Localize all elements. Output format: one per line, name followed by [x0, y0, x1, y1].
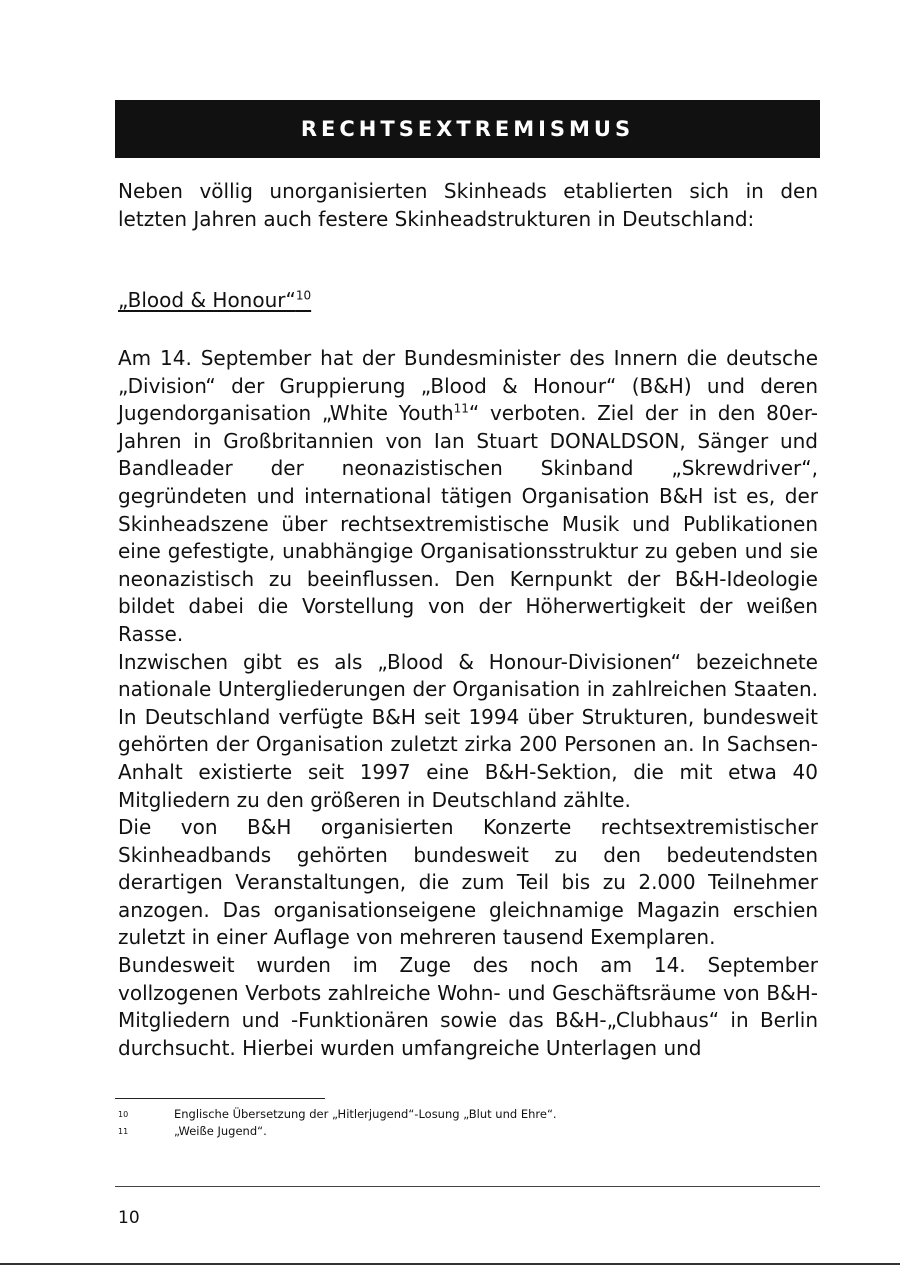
section-header-title: RECHTSEXTREMISMUS: [300, 117, 635, 141]
footnote-text: „Weiße Jugend“.: [174, 1124, 267, 1138]
body-text: [118, 345, 818, 1062]
intro-block: [118, 178, 818, 233]
intro-paragraph: Neben völlig unorganisierten Skinheads etablierten sich in den letzten Jahren auch festere Skinheadstrukturen in Deutschland:: [118, 179, 818, 231]
footnote-item: [118, 1123, 818, 1140]
footnotes: [118, 1106, 818, 1140]
footnote-ref-10: 10: [295, 288, 312, 303]
footnote-text: Englische Übersetzung der „Hitlerjugend“-Losung „Blut und Ehre“.: [174, 1107, 557, 1121]
paragraph-3: Die von B&H organisierten Konzerte rechtsextremistischer Skinheadbands gehörten bundesweit zu den bedeutendsten derartigen Veranstaltungen, die zum Teil bis zu 2.000 Teilnehmer anzogen. Das organisationseigene gleichnamige Magazin erschien zuletzt in einer Auflage von mehreren tausend Exemplaren.: [118, 815, 818, 950]
paragraph-1: [118, 345, 818, 649]
paragraph-1-part-a: Am 14. September hat der Bundesminister des Innern die deutsche „Division“ der Gruppierung „Blood & Honour“ (B&H) und deren Jugendorganisation „White Youth: [118, 346, 818, 426]
paragraph-4: Bundesweit wurden im Zuge des noch am 14. September vollzogenen Verbots zahlreiche Wohn- und Geschäftsräume von B&H-Mitgliedern und -Funktionären sowie das B&H-„Clubhaus“ in Berlin durchsucht. Hierbei wurden umfangreiche Unterlagen und: [118, 953, 818, 1060]
page-bottom-divider: [115, 1186, 820, 1187]
scan-edge-line: [0, 1263, 900, 1265]
footnote-number: 11: [118, 1127, 129, 1136]
section-header-bar: [115, 100, 820, 158]
footnote-ref-11: 11: [453, 401, 469, 416]
paragraph-2: Inzwischen gibt es als „Blood & Honour-Divisionen“ bezeichnete nationale Untergliederungen der Organisation in zahlreichen Staaten. In Deutschland verfügte B&H seit 1994 über Strukturen, bundesweit gehörten der Organisation zuletzt zirka 200 Personen an. In Sachsen-Anhalt existierte seit 1997 eine B&H-Sektion, die mit etwa 40 Mitgliedern zu den größeren in Deutschland zählte.: [118, 649, 818, 812]
footnote-divider: [115, 1098, 325, 1099]
section-heading: [118, 288, 311, 312]
paragraph-1-part-b: “ verboten. Ziel der in den 80er-Jahren in Großbritannien von Ian Stuart DONALDSON, Sänger und Bandleader der neonazistischen Skinband „Skrewdriver“, gegründeten und international tätigen Organisation B&H ist es, der Skinheadszene über rechtsextremistische Musik und Publikationen eine gefestigte, unabhängige Organisationsstruktur zu geben und sie neonazistisch zu beeinflussen. Den Kernpunkt der B&H-Ideologie bildet dabei die Vorstellung von der Höherwertigkeit der weißen Rasse.: [118, 401, 818, 646]
footnote-item: [118, 1106, 818, 1123]
section-heading-text: „Blood & Honour“: [118, 288, 296, 312]
footnote-number: 10: [118, 1110, 129, 1119]
page-number: 10: [118, 1208, 140, 1228]
